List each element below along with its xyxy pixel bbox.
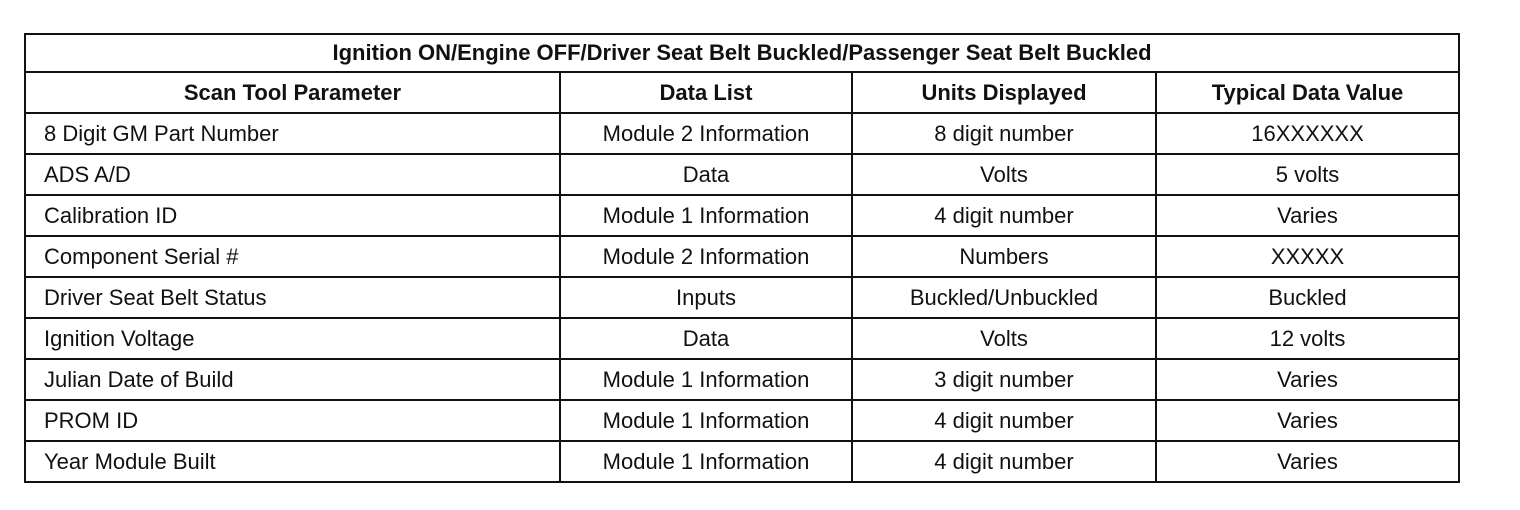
table-row: [25, 359, 1459, 400]
scan-tool-data-table-container: [24, 33, 1458, 483]
data-list-cell: Inputs: [560, 277, 852, 318]
data-list-cell: Module 1 Information: [560, 400, 852, 441]
data-list-cell: Data: [560, 154, 852, 195]
typical-value-cell: 12 volts: [1156, 318, 1459, 359]
data-list-cell: Module 2 Information: [560, 113, 852, 154]
units-cell: Buckled/Unbuckled: [852, 277, 1156, 318]
data-list-cell: Data: [560, 318, 852, 359]
parameter-cell: Ignition Voltage: [25, 318, 560, 359]
parameter-cell: Component Serial #: [25, 236, 560, 277]
column-header-units-displayed: Units Displayed: [852, 72, 1156, 113]
units-cell: 3 digit number: [852, 359, 1156, 400]
data-list-cell: Module 2 Information: [560, 236, 852, 277]
units-cell: Numbers: [852, 236, 1156, 277]
column-header-typical-data-value: Typical Data Value: [1156, 72, 1459, 113]
units-cell: Volts: [852, 154, 1156, 195]
typical-value-cell: 16XXXXXX: [1156, 113, 1459, 154]
typical-value-cell: Varies: [1156, 195, 1459, 236]
table-row: [25, 400, 1459, 441]
units-cell: 4 digit number: [852, 441, 1156, 482]
typical-value-cell: Varies: [1156, 400, 1459, 441]
table-row: [25, 236, 1459, 277]
table-row: [25, 195, 1459, 236]
table-row: [25, 441, 1459, 482]
parameter-cell: Julian Date of Build: [25, 359, 560, 400]
table-row: [25, 113, 1459, 154]
units-cell: 4 digit number: [852, 400, 1156, 441]
table-row: [25, 318, 1459, 359]
data-list-cell: Module 1 Information: [560, 359, 852, 400]
parameter-cell: Driver Seat Belt Status: [25, 277, 560, 318]
scan-tool-data-table: [24, 33, 1460, 483]
table-title-row: [25, 34, 1459, 72]
parameter-cell: Calibration ID: [25, 195, 560, 236]
typical-value-cell: Varies: [1156, 359, 1459, 400]
table-row: [25, 277, 1459, 318]
typical-value-cell: XXXXX: [1156, 236, 1459, 277]
units-cell: Volts: [852, 318, 1156, 359]
table-title: Ignition ON/Engine OFF/Driver Seat Belt Buckled/Passenger Seat Belt Buckled: [25, 34, 1459, 72]
parameter-cell: 8 Digit GM Part Number: [25, 113, 560, 154]
typical-value-cell: Buckled: [1156, 277, 1459, 318]
typical-value-cell: 5 volts: [1156, 154, 1459, 195]
parameter-cell: PROM ID: [25, 400, 560, 441]
column-header-scan-tool-parameter: Scan Tool Parameter: [25, 72, 560, 113]
parameter-cell: Year Module Built: [25, 441, 560, 482]
typical-value-cell: Varies: [1156, 441, 1459, 482]
table-header-row: [25, 72, 1459, 113]
parameter-cell: ADS A/D: [25, 154, 560, 195]
data-list-cell: Module 1 Information: [560, 441, 852, 482]
column-header-data-list: Data List: [560, 72, 852, 113]
data-list-cell: Module 1 Information: [560, 195, 852, 236]
units-cell: 8 digit number: [852, 113, 1156, 154]
units-cell: 4 digit number: [852, 195, 1156, 236]
table-row: [25, 154, 1459, 195]
